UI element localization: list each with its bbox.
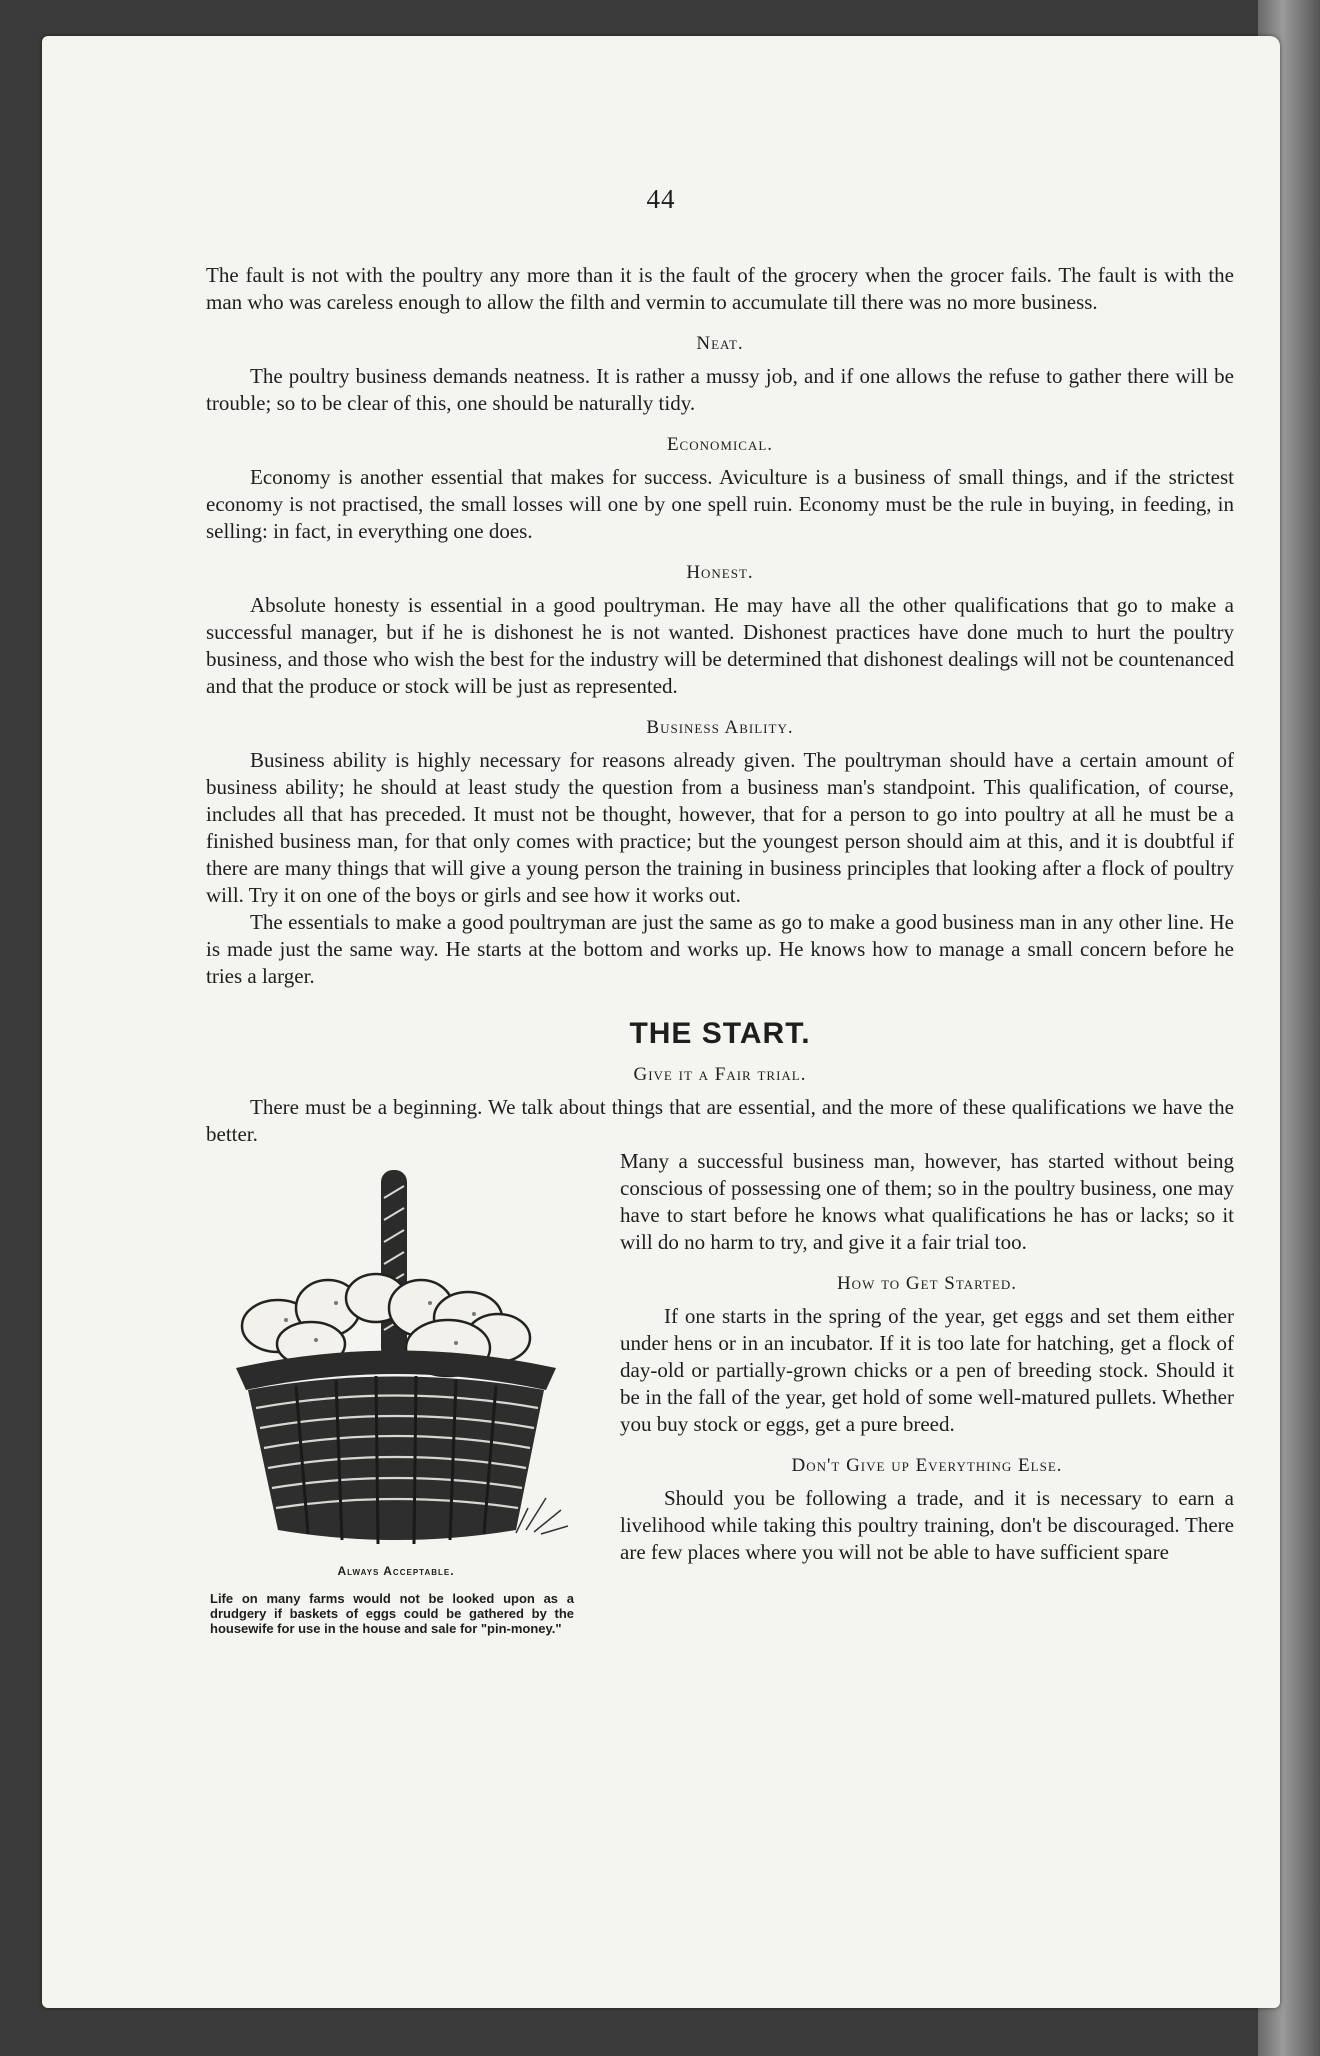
paragraph-economical: Economy is another essential that makes for success. Aviculture is a business of small things, and if the strictest economy is not practised, the small losses will one by one spell ruin. Economy must be the rule in buying, in feeding, in selling: in fact, in everything one does. — [206, 465, 1234, 543]
paragraph-beginning-part-a: There must be a beginning. We talk about things that are essential, and the more of these qualifications we have the better. — [206, 1095, 1234, 1146]
book-page — [42, 36, 1280, 2008]
heading-dont-give-up: Don't Give up Everything Else. — [791, 1455, 1063, 1476]
egg-basket-figure — [206, 1158, 586, 1636]
heading-fair-trial: Give it a Fair trial. — [633, 1064, 807, 1085]
paragraph-honest: Absolute honesty is essential in a good poultryman. He may have all the other qualifications that go to make a successful manager, but if he is dishonest he is not wanted. Dishonest practices have done much to hurt the poultry business, and those who wish the best for the industry will be determined that dishonest dealings will not be countenanced and that the produce or stock will be just as represented. — [206, 593, 1234, 698]
paragraph-business-ability: Business ability is highly necessary for reasons already given. The poultryman should have a certain amount of business ability; he should at least study the question from a business man's standpoint. This qualification, of course, includes all that has preceded. It must not be thought, however, that for a person to go into poultry at all he must be a finished business man, for that only comes with practice; but the youngest person should aim at this, and it is doubtful if there are many things that will give a young person the training in business principles that looking after a flock of poultry will. Try it on one of the boys or girls and see how it works out. — [206, 748, 1234, 907]
paragraph-neat: The poultry business demands neatness. It is rather a mussy job, and if one allows the refuse to gather there will be trouble; so to be clear of this, one should be naturally tidy. — [206, 364, 1234, 415]
page-body — [206, 262, 1234, 1642]
paragraph-dont-give-up: Should you be following a trade, and it is necessary to earn a livelihood while taking this poultry training, don't be discouraged. There are few places where you will not be able to have sufficient spare — [620, 1486, 1234, 1564]
paragraph-beginning — [206, 1094, 1234, 1148]
paragraph-how-to-get-started: If one starts in the spring of the year, get eggs and set them either under hens or in an incubator. If it is too late for hatching, get a flock of day-old or partially-grown chicks or a pen of breeding stock. Should it be in the fall of the year, get hold of some well-matured pullets. Whether you buy stock or eggs, get a pure breed. — [620, 1304, 1234, 1436]
paragraph-beginning-part-b: Many a successful business man, however, has started without being conscious of possessing one of them; so in the poultry business, one may have to start before he knows what qualifications he has or lacks; so it will do no harm to try, and give it a fair trial too. — [620, 1149, 1234, 1254]
paragraph-fault: The fault is not with the poultry any more than it is the fault of the grocery when the grocer fails. The fault is with the man who was careless enough to allow the filth and vermin to accumulate till there was no more business. — [206, 263, 1234, 314]
egg-basket-icon — [216, 1158, 576, 1548]
heading-business-ability: Business Ability. — [646, 717, 794, 738]
figure-caption: Life on many farms would not be looked upon as a drudgery if baskets of eggs could be gathered by the housewife for use in the house and sale for "pin-money." — [210, 1591, 574, 1636]
heading-the-start: THE START. — [629, 1017, 811, 1050]
heading-how-to-get-started: How to Get Started. — [836, 1273, 1018, 1294]
heading-neat: Neat. — [696, 333, 744, 354]
heading-economical: Economical. — [666, 434, 774, 455]
page-number: 44 — [646, 184, 676, 214]
paragraph-essentials: The essentials to make a good poultryman are just the same as go to make a good business man in any other line. He is made just the same way. He starts at the bottom and works up. He knows how to manage a small concern before he tries a larger. — [206, 910, 1234, 988]
heading-honest: Honest. — [686, 562, 754, 583]
figure-title: Always Acceptable. — [337, 1564, 455, 1578]
